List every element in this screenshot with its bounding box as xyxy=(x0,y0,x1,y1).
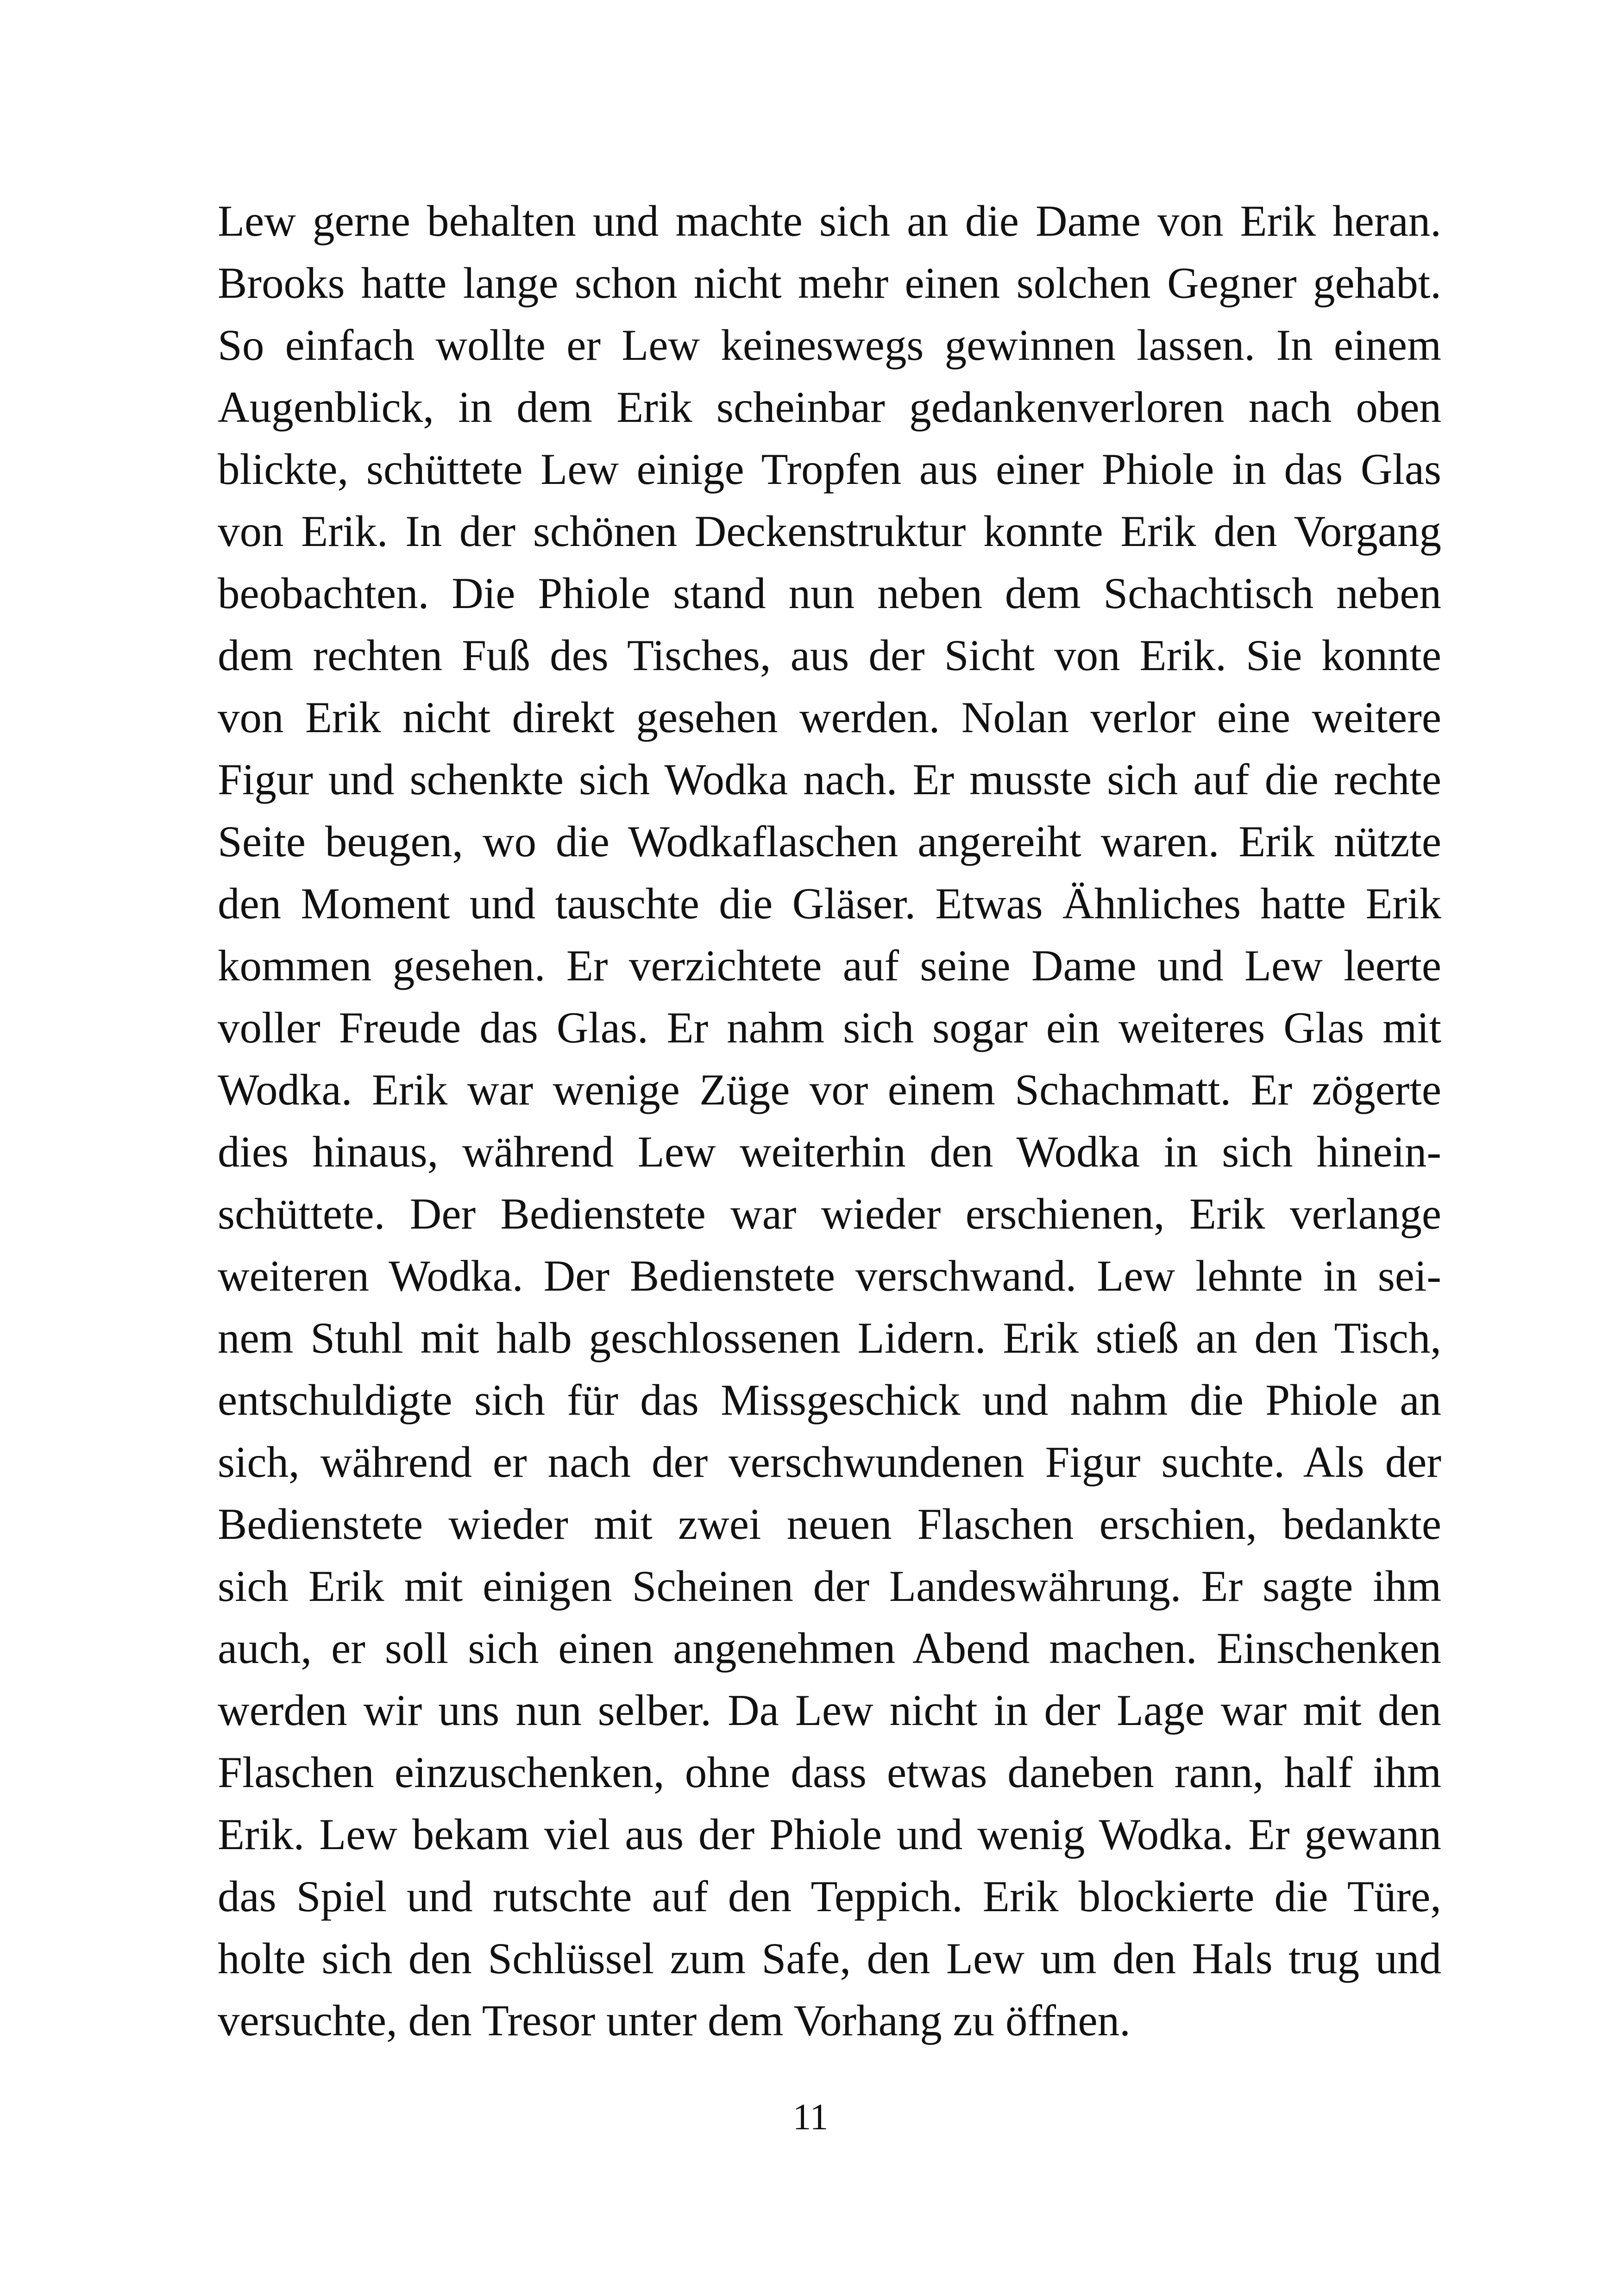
text-line: versuchte, den Tresor unter dem Vorhang zu öffnen. xyxy=(218,1996,1131,2045)
text-line: Lew gerne behalten und machte sich an die Dame von Erik heran. xyxy=(218,196,1441,245)
text-line: Augenblick, in dem Erik scheinbar gedankenverloren nach oben xyxy=(218,383,1441,432)
text-line: Flaschen einzuschenken, ohne dass etwas daneben rann, half ihm xyxy=(218,1748,1441,1797)
text-line: kommen gesehen. Er verzichtete auf seine Dame und Lew leerte xyxy=(218,941,1441,990)
text-line: werden wir uns nun selber. Da Lew nicht in der Lage war mit den xyxy=(218,1686,1441,1735)
text-line: Seite beugen, wo die Wodkaflaschen angereiht waren. Erik nützte xyxy=(218,817,1441,866)
text-line: Figur und schenkte sich Wodka nach. Er musste sich auf die rechte xyxy=(218,755,1441,804)
text-line: dem rechten Fuß des Tisches, aus der Sicht von Erik. Sie konnte xyxy=(218,631,1441,680)
text-line: Bedienstete wieder mit zwei neuen Flaschen erschien, bedankte xyxy=(218,1499,1441,1549)
text-line: holte sich den Schlüssel zum Safe, den Lew um den Hals trug und xyxy=(218,1934,1441,1983)
page-number: 11 xyxy=(792,2097,829,2138)
text-line: von Erik. In der schönen Deckenstruktur konnte Erik den Vorgang xyxy=(218,507,1441,556)
text-line: den Moment und tauschte die Gläser. Etwas Ähnliches hatte Erik xyxy=(218,879,1441,928)
text-line: Wodka. Erik war wenige Züge vor einem Schachmatt. Er zögerte xyxy=(218,1065,1441,1114)
text-line: entschuldigte sich für das Missgeschick und nahm die Phiole an xyxy=(218,1375,1441,1424)
text-line: nem Stuhl mit halb geschlossenen Lidern. Erik stieß an den Tisch, xyxy=(218,1313,1441,1362)
text-line: sich, während er nach der verschwundenen Figur suchte. Als der xyxy=(218,1437,1441,1487)
body-text xyxy=(218,190,1441,2051)
text-line: voller Freude das Glas. Er nahm sich sogar ein weiteres Glas mit xyxy=(218,1003,1441,1052)
text-line: dies hinaus, während Lew weiterhin den Wodka in sich hinein- xyxy=(218,1127,1441,1176)
text-line: Erik. Lew bekam viel aus der Phiole und wenig Wodka. Er gewann xyxy=(218,1810,1441,1859)
text-line: von Erik nicht direkt gesehen werden. Nolan verlor eine weitere xyxy=(218,693,1441,742)
text-line: schüttete. Der Bedienstete war wieder erschienen, Erik verlange xyxy=(218,1189,1441,1238)
text-line: das Spiel und rutschte auf den Teppich. Erik blockierte die Türe, xyxy=(218,1872,1441,1921)
text-line: Brooks hatte lange schon nicht mehr einen solchen Gegner gehabt. xyxy=(218,258,1441,307)
text-line: weiteren Wodka. Der Bedienstete verschwand. Lew lehnte in sei- xyxy=(218,1251,1441,1300)
text-line: blickte, schüttete Lew einige Tropfen aus einer Phiole in das Glas xyxy=(218,445,1441,494)
text-line: sich Erik mit einigen Scheinen der Landeswährung. Er sagte ihm xyxy=(218,1562,1441,1611)
text-line: beobachten. Die Phiole stand nun neben dem Schachtisch neben xyxy=(218,569,1441,618)
text-line: So einfach wollte er Lew keineswegs gewinnen lassen. In einem xyxy=(218,320,1441,370)
text-line: auch, er soll sich einen angenehmen Abend machen. Einschenken xyxy=(218,1624,1441,1673)
